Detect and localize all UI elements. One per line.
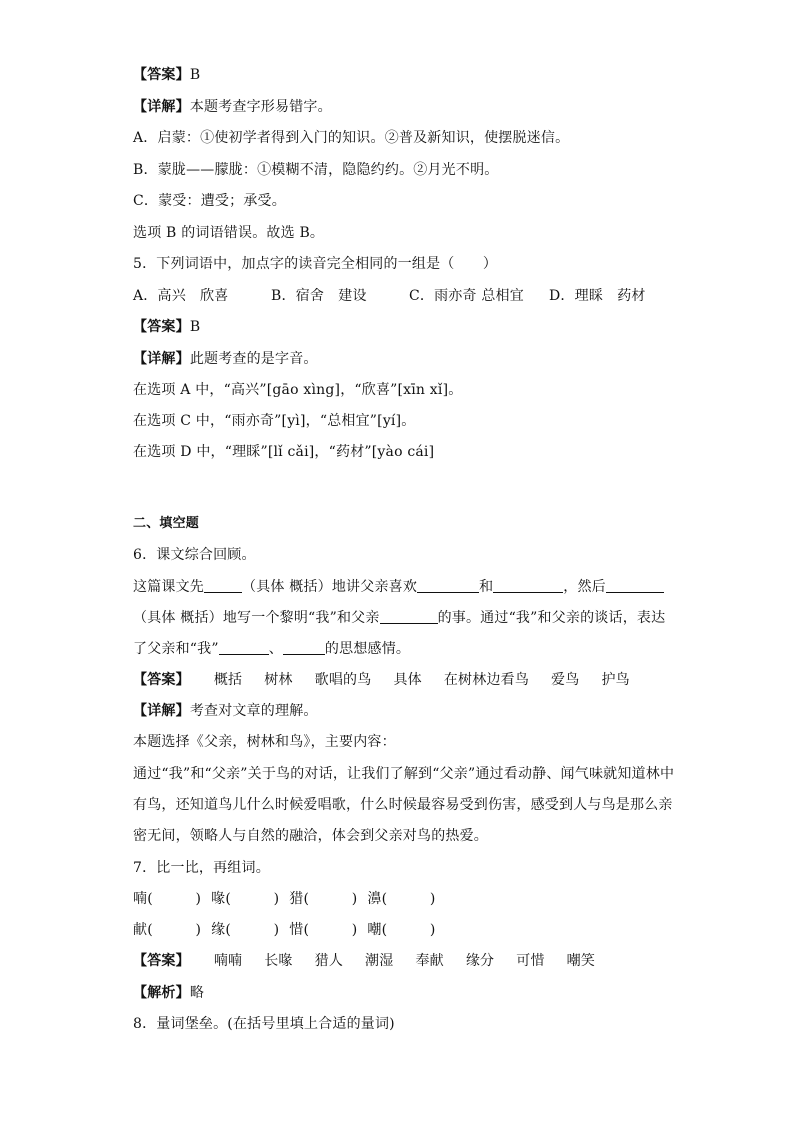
q5-detail xyxy=(133,350,318,368)
q4-option-c: C．蒙受：遭受；承受。 xyxy=(133,193,286,209)
fill-blank[interactable] xyxy=(417,578,479,593)
detail-tag: 【详解】 xyxy=(133,99,190,115)
q6-text: 和 xyxy=(479,579,494,595)
q7-blank[interactable]: ) xyxy=(152,891,202,907)
answer-item: 护鸟 xyxy=(601,672,630,688)
q8-question: 8．量词堡垒。(在括号里填上合适的量词) xyxy=(133,1016,395,1032)
q6-paragraph: 有鸟，还知道鸟儿什么时候爱唱歌，什么时候最容易受到伤害，感受到人与鸟是那么亲 xyxy=(133,797,673,813)
fill-blank[interactable] xyxy=(204,578,242,593)
analysis-tag: 【解析】 xyxy=(133,985,190,1001)
fill-blank[interactable] xyxy=(219,640,269,655)
q4-conclusion: 选项 B 的词语错误。故选 B。 xyxy=(133,225,325,241)
q5-option-a: A．高兴 欣喜 xyxy=(133,288,229,304)
q6-answer xyxy=(133,671,630,689)
answer-item: 概括 xyxy=(213,672,243,688)
q5-line-c: 在选项 C 中，“雨亦奇”[yì]，“总相宜”[yí]。 xyxy=(133,413,416,429)
q7-row-2 xyxy=(133,921,436,939)
q7-blank[interactable]: ) xyxy=(387,922,436,938)
q6-text: 这篇课文先 xyxy=(133,579,204,595)
q5-option-d: D．理睬 药材 xyxy=(549,288,646,304)
q7-char: 缘( xyxy=(211,922,232,938)
answer-item: 歌唱的鸟 xyxy=(314,672,372,688)
q5-answer xyxy=(133,318,200,336)
answer-item: 爱鸟 xyxy=(551,672,580,688)
q6-paragraph: 通过“我”和“父亲”关于鸟的对话，让我们了解到“父亲”通过看动静、闻气味就知道林中 xyxy=(133,766,675,782)
q7-char: 猎( xyxy=(289,891,310,907)
answer-item: 缘分 xyxy=(465,953,495,969)
q7-blank[interactable]: ) xyxy=(231,891,280,907)
detail-text: 此题考查的是字音。 xyxy=(189,351,318,367)
q5-options xyxy=(133,287,646,305)
q5-option-c: C．雨亦奇 总相宜 xyxy=(409,288,524,304)
q6-line-3 xyxy=(133,640,410,658)
q7-row-1 xyxy=(133,890,436,908)
q5-question: 5．下列词语中，加点字的读音完全相同的一组是（ ） xyxy=(133,256,498,272)
answer-item: 可惜 xyxy=(516,953,545,969)
answer-tag: 【答案】 xyxy=(133,67,190,83)
detail-text: 考查对文章的理解。 xyxy=(189,703,318,719)
q6-question: 6．课文综合回顾。 xyxy=(133,547,256,563)
q7-blank[interactable]: ) xyxy=(309,891,358,907)
q7-char: 喙( xyxy=(211,891,232,907)
q7-blank[interactable]: ) xyxy=(152,922,202,938)
fill-blank[interactable] xyxy=(606,578,664,593)
q7-question: 7．比一比，再组词。 xyxy=(133,860,270,876)
q6-detail xyxy=(133,702,318,720)
answer-tag: 【答案】 xyxy=(133,319,190,335)
detail-tag: 【详解】 xyxy=(133,703,190,719)
q4-option-a: A．启蒙：①使初学者得到入门的知识。②普及新知识，使摆脱迷信。 xyxy=(133,130,570,146)
q5-option-b: B．宿舍 建设 xyxy=(271,288,367,304)
answer-item: 树林 xyxy=(264,672,293,688)
q6-line-1 xyxy=(133,578,664,596)
answer-item: 奉献 xyxy=(415,953,444,969)
answer-tag: 【答案】 xyxy=(133,953,190,969)
q7-char: 嘲( xyxy=(367,922,388,938)
q6-text: 了父亲和“我” xyxy=(133,641,219,657)
detail-tag: 【详解】 xyxy=(133,351,190,367)
fill-blank[interactable] xyxy=(493,578,563,593)
q4-option-b: B．蒙胧——朦胧：①模糊不清，隐隐约约。②月光不明。 xyxy=(133,162,499,178)
answer-item: 具体 xyxy=(393,672,422,688)
answer-item: 猎人 xyxy=(314,953,344,969)
answer-item: 嘲笑 xyxy=(566,953,596,969)
section-title: 二、填空题 xyxy=(133,516,200,531)
q4-detail xyxy=(133,98,332,116)
q6-text: 的事。通过“我”和父亲的谈话，表达 xyxy=(437,610,666,626)
fill-blank[interactable] xyxy=(283,640,325,655)
q7-char: 献( xyxy=(133,922,153,938)
q6-text: ，然后 xyxy=(563,579,606,595)
analysis-text: 略 xyxy=(189,985,205,1001)
q6-text: （具体 概括）地讲父亲喜欢 xyxy=(242,579,418,595)
answer-value: B xyxy=(189,67,201,83)
q5-line-d: 在选项 D 中，“理睬”[lǐ cǎi]，“药材”[yào cái] xyxy=(133,444,435,460)
q7-answer xyxy=(133,952,595,970)
q6-text: （具体 概括）地写一个黎明“我”和父亲 xyxy=(133,610,380,626)
q7-analysis xyxy=(133,984,204,1002)
answer-item: 潮湿 xyxy=(365,953,394,969)
q6-paragraph: 本题选择《父亲，树林和鸟》，主要内容： xyxy=(133,734,396,750)
answer-item: 在树林边看鸟 xyxy=(443,672,530,688)
q7-char: 惜( xyxy=(289,922,310,938)
q7-char: 喃( xyxy=(133,891,153,907)
q6-paragraph: 密无间，领略人与自然的融洽，体会到父亲对鸟的热爱。 xyxy=(133,828,488,844)
answer-tag: 【答案】 xyxy=(133,672,190,688)
fill-blank[interactable] xyxy=(380,609,438,624)
detail-text: 本题考查字形易错字。 xyxy=(189,99,332,115)
q5-line-a: 在选项 A 中，“高兴”[gāo xìng]，“欣喜”[xīn xǐ]。 xyxy=(133,382,463,398)
q4-answer xyxy=(133,66,200,84)
q6-line-2 xyxy=(133,609,665,627)
q7-blank[interactable]: ) xyxy=(309,922,358,938)
q7-blank[interactable]: ) xyxy=(231,922,280,938)
q6-text: 、 xyxy=(268,641,283,657)
answer-value: B xyxy=(189,319,201,335)
q7-char: 濞( xyxy=(367,891,388,907)
answer-item: 喃喃 xyxy=(213,953,243,969)
q6-text: 的思想感情。 xyxy=(324,641,411,657)
q7-blank[interactable]: ) xyxy=(387,891,436,907)
answer-item: 长喙 xyxy=(264,953,293,969)
